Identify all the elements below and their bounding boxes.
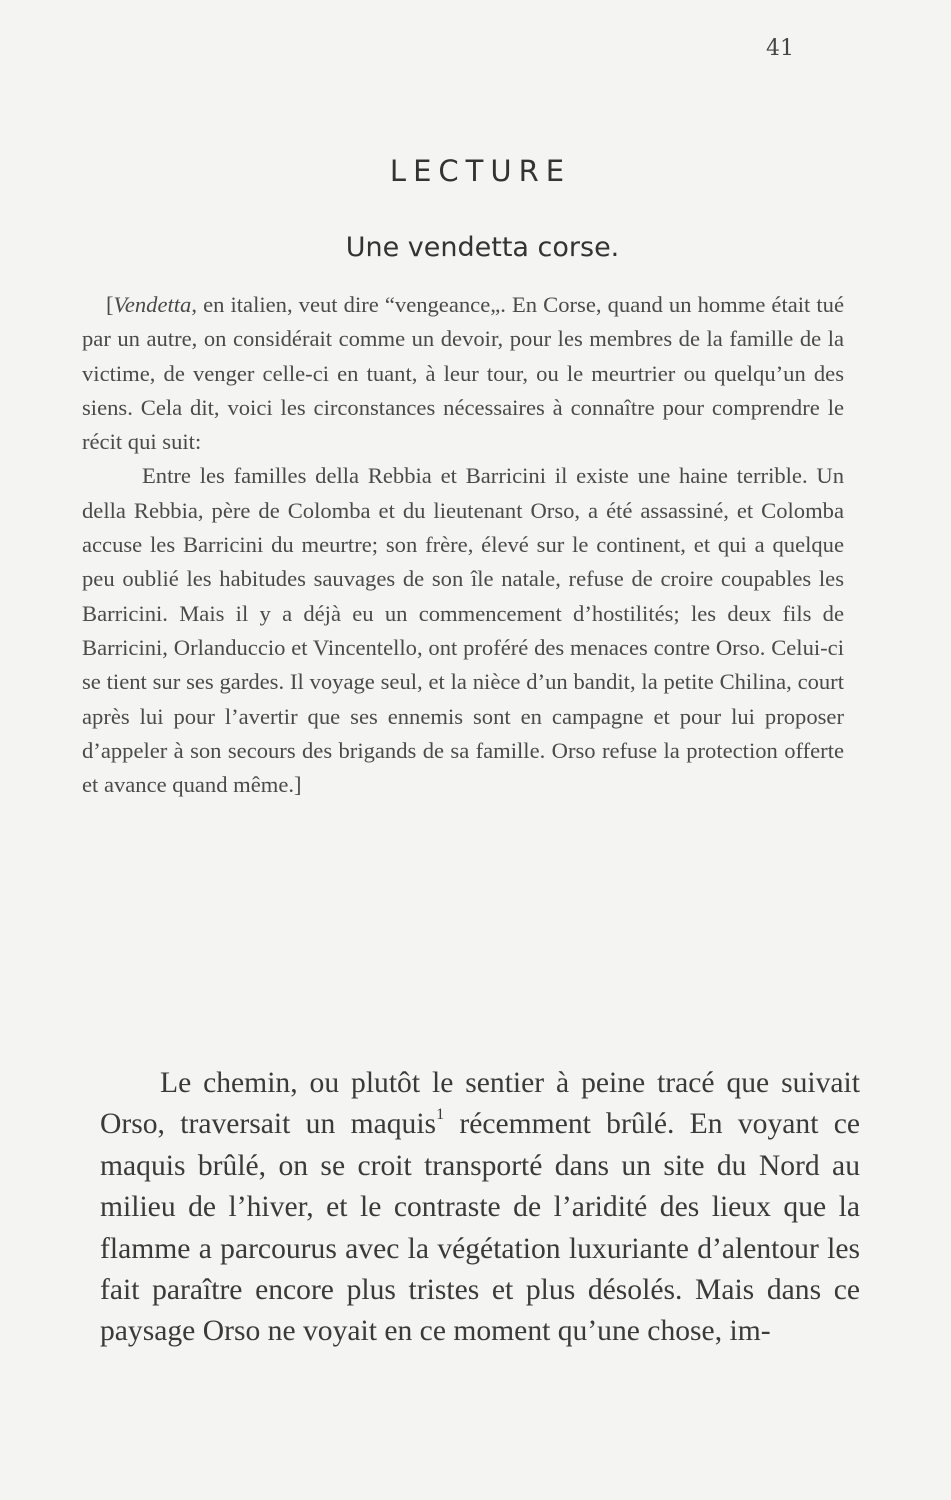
main-text-part-1: Le chemin, ou plutôt le sentier à peine tracé que suivait Orso, traversait un maquis	[100, 1067, 860, 1141]
italic-term: Vendetta	[113, 292, 192, 317]
footnote-marker: 1	[436, 1106, 445, 1124]
section-title: LECTURE	[389, 154, 572, 188]
chapter-subtitle: Une vendetta corse.	[345, 232, 620, 263]
main-paragraph	[100, 1063, 860, 1353]
page-number: 41	[766, 36, 794, 61]
intro-paragraph-2: Entre les familles della Rebbia et Barricini il existe une haine terrible. Un della Rebbia, père de Colomba et du lieutenant Orso, a été assassiné, et Colomba accuse les Barricini du meurtre; son frère, élevé sur le continent, et qui a quelque peu oublié les habitudes sauvages de son île natale, refuse de croire coupables les Barricini. Mais il y a déjà eu un commencement d’hostilités; les deux fils de Barricini, Orlanduccio et Vincentello, ont proféré des menaces contre Orso. Celui-ci se tient sur ses gardes. Il voyage seul, et la nièce d’un bandit, la petite Chilina, court après lui pour l’avertir que ses ennemis sont en campagne et pour lui proposer d’appeler à son secours des brigands de sa famille. Orso refuse la protection offerte et avance quand même.]	[82, 463, 844, 798]
main-text-part-2: récemment brûlé. En voyant ce maquis brûlé, on se croit transporté dans un site du Nord au milieu de l’hiver, et le contraste de l’aridité des lieux que la flamme a parcourus avec la végétation luxuriante d’alentour les fait paraître encore plus tristes et plus désolés. Mais dans ce paysage Orso ne voyait en ce moment qu’une chose, im-	[100, 1108, 861, 1348]
intro-paragraph-1-text: , en italien, veut dire “vengeance„. En Corse, quand un homme était tué par un autre, on considérait comme un devoir, pour les membres de la famille de la victime, de venger celle-ci en tuant, à leur tour, ou le meurtrier ou quelqu’un des siens. Cela dit, voici les circonstances nécessaires à connaître pour comprendre le récit qui suit:	[82, 292, 844, 455]
intro-paragraph-1	[82, 288, 844, 459]
intro-note	[82, 288, 844, 802]
main-text	[100, 1063, 860, 1353]
intro-open-bracket: [	[106, 292, 114, 317]
